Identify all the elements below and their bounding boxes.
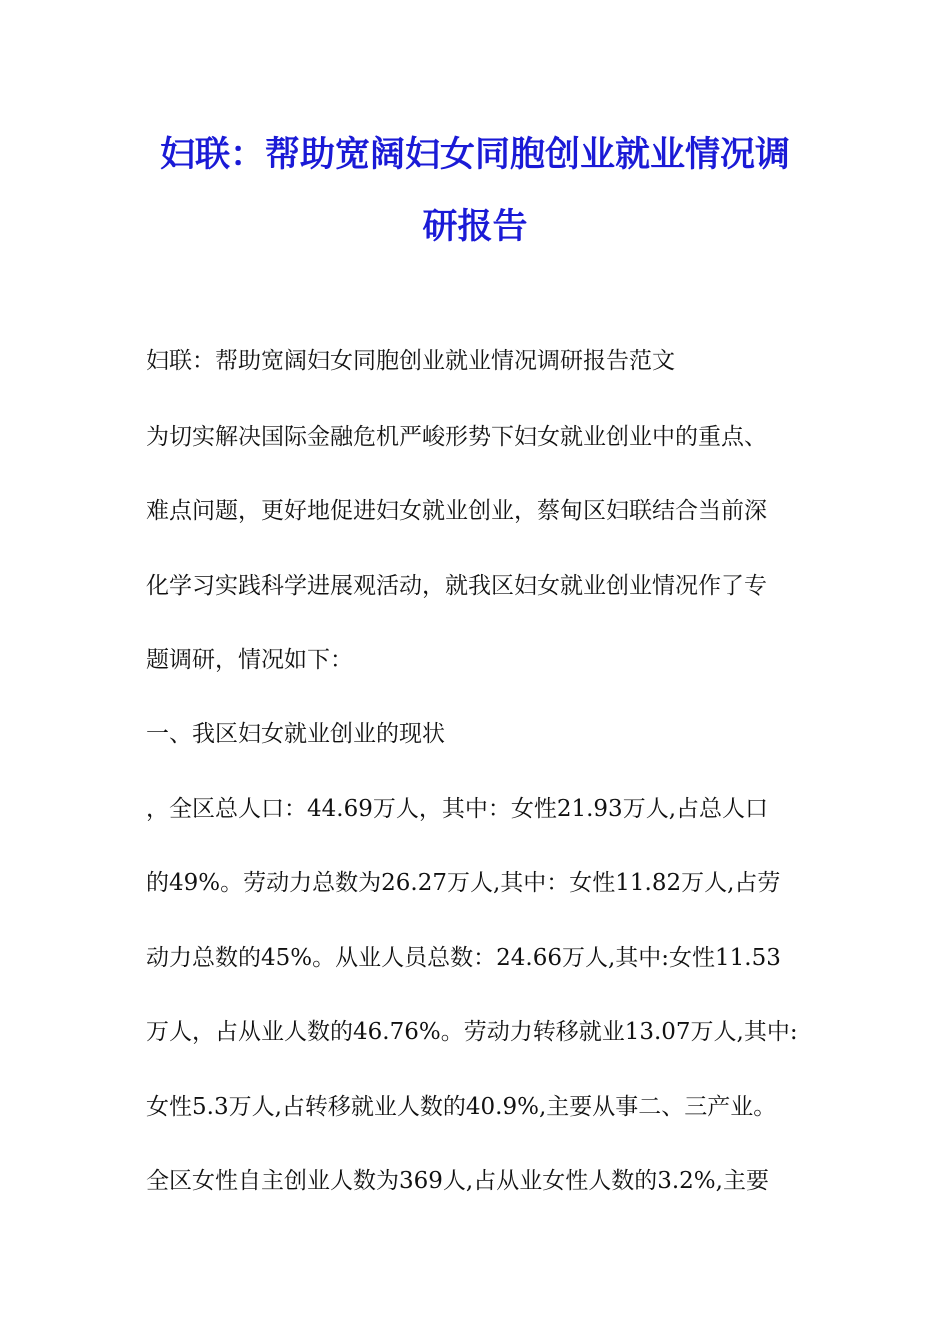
document-title-line-1: 妇联：帮助宽阔妇女同胞创业就业情况调	[159, 135, 790, 175]
document-title-line-2: 研报告	[422, 207, 528, 247]
body-line: 题调研，情况如下：	[146, 647, 353, 673]
body-line: 为切实解决国际金融危机严峻形势下妇女就业创业中的重点、	[146, 424, 767, 450]
body-line: 万人，占从业人数的46.76%。劳动力转移就业13.07万人,其中:	[146, 1019, 798, 1045]
section-heading: 一、我区妇女就业创业的现状	[146, 721, 445, 747]
body-line: 全区女性自主创业人数为369人,占从业女性人数的3.2%,主要	[146, 1168, 769, 1194]
body-line: ，全区总人口：44.69万人，其中：女性21.93万人,占总人口	[146, 796, 768, 822]
body-line: 动力总数的45%。从业人员总数：24.66万人,其中:女性11.53	[146, 945, 781, 971]
body-line: 的49%。劳动力总数为26.27万人,其中：女性11.82万人,占劳	[146, 870, 781, 896]
body-line: 化学习实践科学进展观活动，就我区妇女就业创业情况作了专	[146, 573, 767, 599]
body-line: 难点问题，更好地促进妇女就业创业，蔡甸区妇联结合当前深	[146, 498, 767, 524]
body-line: 女性5.3万人,占转移就业人数的40.9%,主要从事二、三产业。	[146, 1094, 777, 1120]
body-line-subtitle: 妇联：帮助宽阔妇女同胞创业就业情况调研报告范文	[146, 348, 675, 374]
